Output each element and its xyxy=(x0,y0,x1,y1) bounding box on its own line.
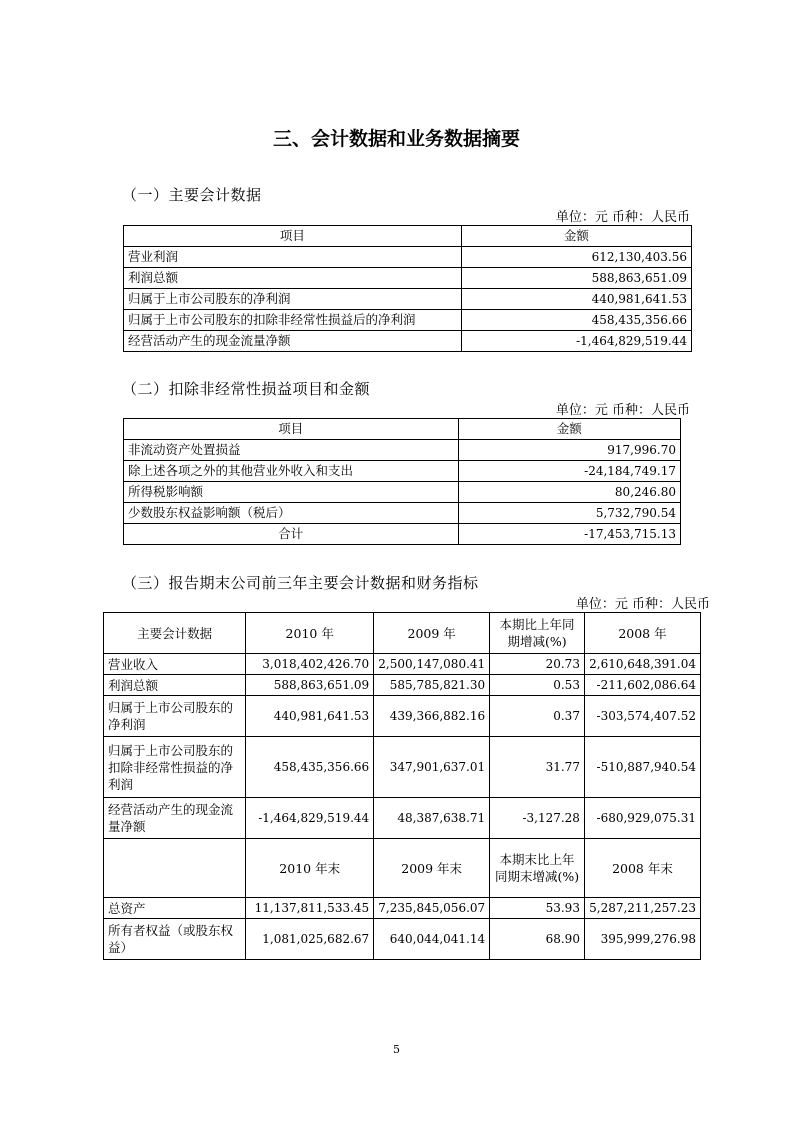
row-value: -3,127.28 xyxy=(490,798,585,839)
row-label: 少数股东权益影响额（税后） xyxy=(124,503,459,524)
row-amount: -1,464,829,519.44 xyxy=(461,331,691,352)
row-value: 本期末比上年同期末增减(%) xyxy=(490,839,585,898)
row-value: 440,981,641.53 xyxy=(246,696,374,737)
table-row xyxy=(104,898,701,919)
row-value: -211,602,086.64 xyxy=(584,675,700,696)
table-row xyxy=(124,524,681,545)
row-amount: 440,981,641.53 xyxy=(461,289,691,310)
row-amount: 80,246.80 xyxy=(458,482,680,503)
row-label: 所得税影响额 xyxy=(124,482,459,503)
row-value: 2010 年末 xyxy=(246,839,374,898)
row-value: -303,574,407.52 xyxy=(584,696,700,737)
row-value: -680,929,075.31 xyxy=(584,798,700,839)
row-label: 归属于上市公司股东的扣除非经常性损益后的净利润 xyxy=(124,310,462,331)
table-row xyxy=(124,289,692,310)
table-body xyxy=(124,226,692,352)
table-row xyxy=(124,482,681,503)
section2-unit: 单位：元 币种：人民币 xyxy=(555,403,690,418)
row-label: 所有者权益（或股东权益） xyxy=(104,919,246,960)
row-label: 利润总额 xyxy=(104,675,246,696)
table-row xyxy=(124,331,692,352)
row-value: 347,901,637.01 xyxy=(374,737,490,798)
row-value: 11,137,811,533.45 xyxy=(246,898,374,919)
row-value: 439,366,882.16 xyxy=(374,696,490,737)
row-amount: 612,130,403.56 xyxy=(461,247,691,268)
row-label: 营业收入 xyxy=(104,654,246,675)
page-number: 5 xyxy=(393,1043,400,1056)
section3-unit: 单位：元 币种：人民币 xyxy=(575,597,710,612)
row-value: 2,610,648,391.04 xyxy=(584,654,700,675)
header-cell-amount: 金额 xyxy=(461,226,691,247)
row-value: 2010 年 xyxy=(246,613,374,654)
row-value: -1,464,829,519.44 xyxy=(246,798,374,839)
row-value: 2,500,147,080.41 xyxy=(374,654,490,675)
table-row xyxy=(104,737,701,798)
table-row xyxy=(104,798,701,839)
row-amount: 588,863,651.09 xyxy=(461,268,691,289)
row-value: 7,235,845,056.07 xyxy=(374,898,490,919)
row-value: 640,044,041.14 xyxy=(374,919,490,960)
non-recurring-items-table xyxy=(123,418,681,545)
header-cell-amount: 金额 xyxy=(458,419,680,440)
row-label: 利润总额 xyxy=(124,268,462,289)
header-cell-item: 项目 xyxy=(124,226,462,247)
row-value: 2009 年 xyxy=(374,613,490,654)
row-value: 458,435,356.66 xyxy=(246,737,374,798)
row-label: 合计 xyxy=(124,524,459,545)
section1-unit: 单位：元 币种：人民币 xyxy=(555,210,690,225)
row-amount: 458,435,356.66 xyxy=(461,310,691,331)
row-value: 2009 年末 xyxy=(374,839,490,898)
page-title: 三、会计数据和业务数据摘要 xyxy=(272,128,520,150)
table-header-row xyxy=(104,613,701,654)
table-row xyxy=(124,268,692,289)
row-label: 非流动资产处置损益 xyxy=(124,440,459,461)
table-row xyxy=(104,675,701,696)
table-header-row xyxy=(104,839,701,898)
row-label: 营业利润 xyxy=(124,247,462,268)
row-value: 585,785,821.30 xyxy=(374,675,490,696)
row-value: 68.90 xyxy=(490,919,585,960)
row-value: 2008 年 xyxy=(584,613,700,654)
table-row xyxy=(124,503,681,524)
table-row xyxy=(124,440,681,461)
section2-heading: （二）扣除非经常性损益项目和金额 xyxy=(122,380,371,398)
row-amount: -17,453,715.13 xyxy=(458,524,680,545)
row-value: 53.93 xyxy=(490,898,585,919)
row-value: 1,081,025,682.67 xyxy=(246,919,374,960)
section3-heading: （三）报告期末公司前三年主要会计数据和财务指标 xyxy=(122,574,479,592)
main-accounting-table xyxy=(123,225,692,352)
table-row xyxy=(124,461,681,482)
row-label: 归属于上市公司股东的扣除非经常性损益的净利润 xyxy=(104,737,246,798)
row-label: 经营活动产生的现金流量净额 xyxy=(104,798,246,839)
row-value: 48,387,638.71 xyxy=(374,798,490,839)
row-value: 0.37 xyxy=(490,696,585,737)
header-cell-item: 项目 xyxy=(124,419,459,440)
row-value: 31.77 xyxy=(490,737,585,798)
row-value: 3,018,402,426.70 xyxy=(246,654,374,675)
table-body xyxy=(104,613,701,960)
row-value: 395,999,276.98 xyxy=(584,919,700,960)
row-value: 588,863,651.09 xyxy=(246,675,374,696)
row-label xyxy=(104,839,246,898)
row-value: -510,887,940.54 xyxy=(584,737,700,798)
row-value: 本期比上年同期增减(%) xyxy=(490,613,585,654)
row-label: 归属于上市公司股东的净利润 xyxy=(124,289,462,310)
row-label: 经营活动产生的现金流量净额 xyxy=(124,331,462,352)
table-row xyxy=(104,919,701,960)
table-row xyxy=(124,247,692,268)
table-row xyxy=(104,696,701,737)
row-amount: 5,732,790.54 xyxy=(458,503,680,524)
row-amount: 917,996.70 xyxy=(458,440,680,461)
row-label: 归属于上市公司股东的净利润 xyxy=(104,696,246,737)
row-label: 主要会计数据 xyxy=(104,613,246,654)
row-value: 2008 年末 xyxy=(584,839,700,898)
row-amount: -24,184,749.17 xyxy=(458,461,680,482)
row-value: 5,287,211,257.23 xyxy=(584,898,700,919)
row-value: 20.73 xyxy=(490,654,585,675)
table-header-row xyxy=(124,419,681,440)
row-label: 总资产 xyxy=(104,898,246,919)
table-row xyxy=(104,654,701,675)
row-label: 除上述各项之外的其他营业外收入和支出 xyxy=(124,461,459,482)
table-body xyxy=(124,419,681,545)
row-value: 0.53 xyxy=(490,675,585,696)
table-row xyxy=(124,310,692,331)
section1-heading: （一）主要会计数据 xyxy=(122,186,262,204)
three-year-indicators-table xyxy=(103,612,701,960)
table-header-row xyxy=(124,226,692,247)
